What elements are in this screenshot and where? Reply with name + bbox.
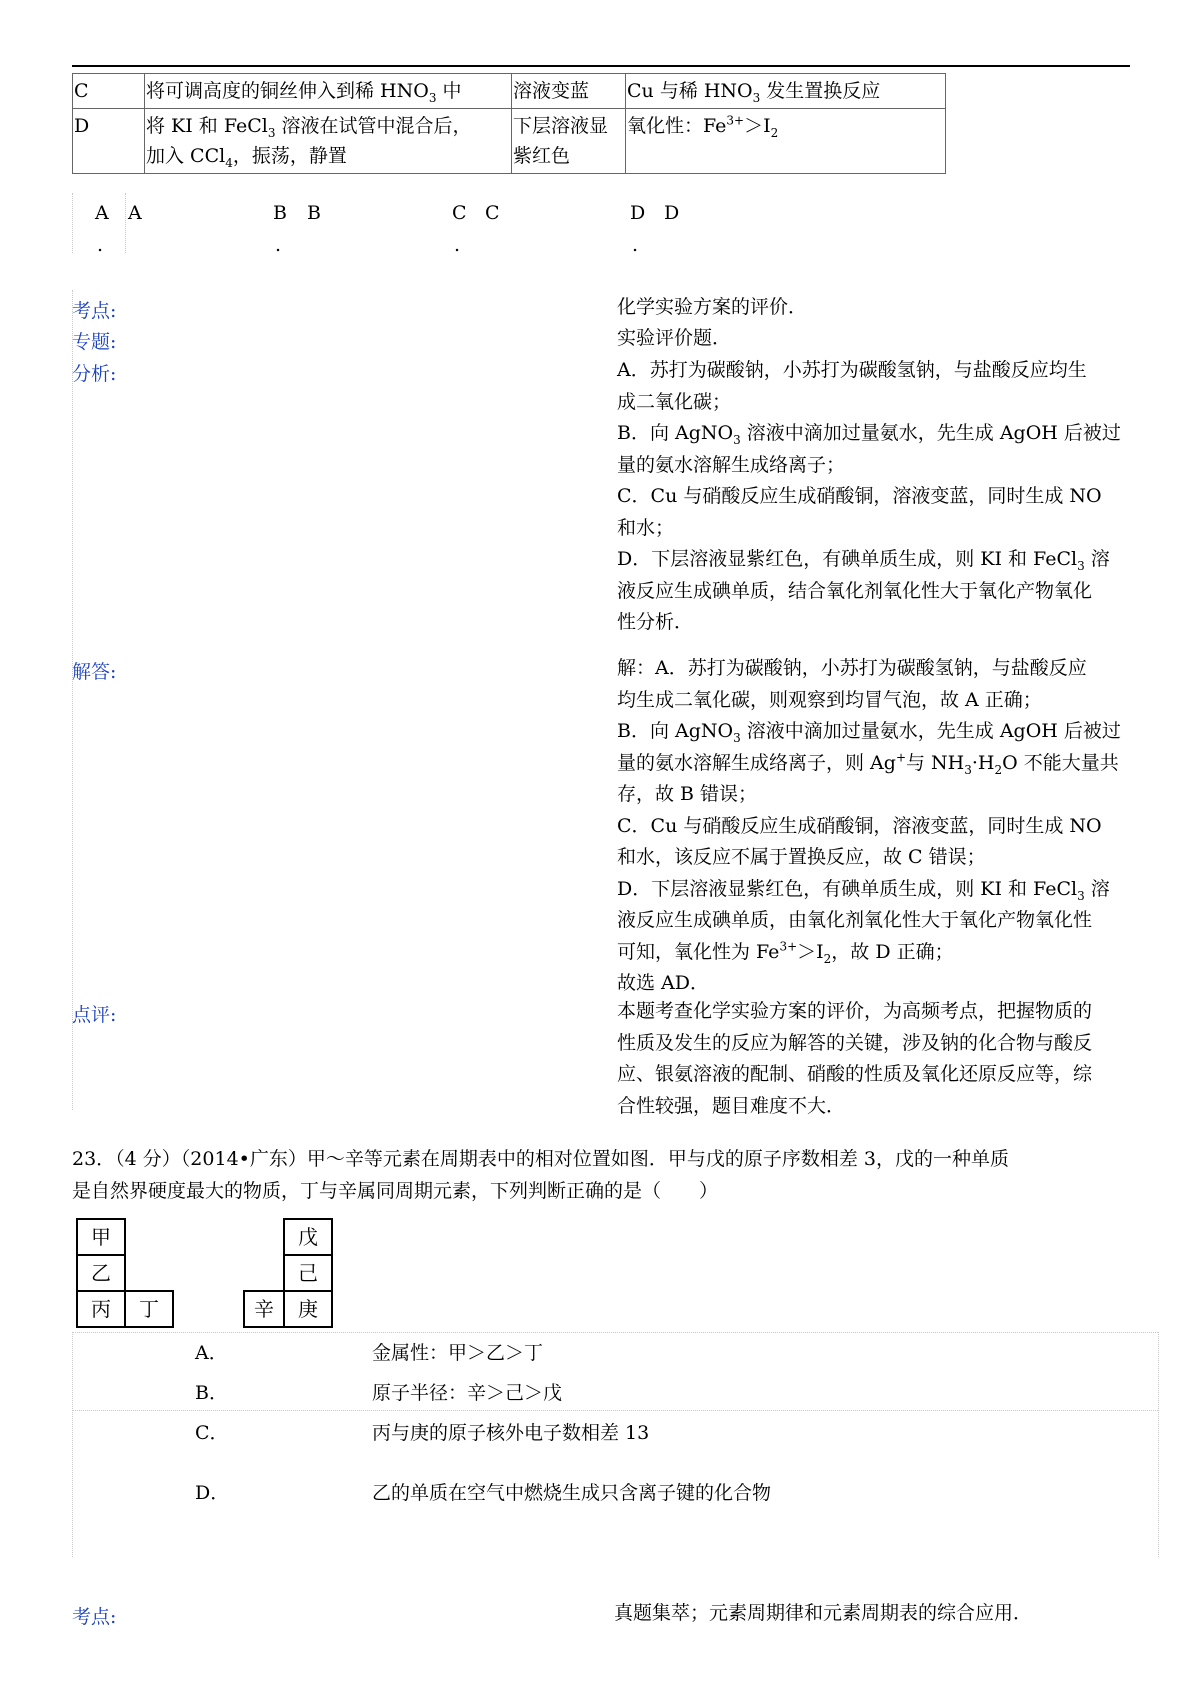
choice-c-letter[interactable]: C xyxy=(452,202,467,224)
choice-b-letter[interactable]: B xyxy=(273,202,287,224)
fenxi-text: A．苏打为碳酸钠，小苏打为碳酸氢钠，与盐酸反应均生 成二氧化碳； B．向 AgNO$_3$ 溶液中滴加过量氨水，先生成 AgOH 后被过 量的氨水溶解生成络离子； C．Cu 与硝酸反应生成硝酸铜，溶液变蓝，同时生成 NO 和水； D．下层溶液显紫红色，有碘单质生成，则 KI 和 FeCl$_3$ 溶 液反应生成碘单质，结合氧化剂氧化性大于氧化产物氧化 性分析． xyxy=(617,359,1121,633)
experiment-table xyxy=(72,73,946,174)
kaodian-label[interactable]: 考点: xyxy=(72,1606,117,1628)
cell-yi: 乙 xyxy=(76,1254,126,1292)
choice-d-text[interactable]: D xyxy=(664,202,680,224)
conclusion-cell: Cu 与稀 $HNO_3$ 发生置换反应 xyxy=(626,74,946,109)
dotted-divider xyxy=(125,193,126,253)
question-23-stem: 23．（4 分）（2014•广东）甲～辛等元素在周期表中的相对位置如图．甲与戊的原子序数相差 3，戊的一种单质 是自然界硬度最大的物质，丁与辛属同周期元素，下列判断正确的是（ ） xyxy=(72,1148,1009,1202)
option-cell: C xyxy=(73,74,145,109)
dotted-divider xyxy=(1158,1332,1159,1557)
conclusion-cell: 氧化性：$Fe^{3+}>I_2$ xyxy=(626,109,946,174)
choice-a-text[interactable]: 金属性：甲＞乙＞丁 xyxy=(372,1342,544,1364)
phenomenon-cell: 下层溶液显 紫红色 xyxy=(512,109,626,174)
table-row xyxy=(73,109,946,174)
choice-d-text[interactable]: 乙的单质在空气中燃烧生成只含离子键的化合物 xyxy=(372,1482,772,1504)
dotted-divider xyxy=(72,1332,73,1557)
choice-c-letter[interactable]: C． xyxy=(195,1422,229,1444)
phenomenon-cell: 溶液变蓝 xyxy=(512,74,626,109)
operation-cell: 将可调高度的铜丝伸入到稀 $HNO_3$ 中 xyxy=(145,74,512,109)
choice-b-letter[interactable]: B． xyxy=(195,1382,228,1404)
choice-d-dot: . xyxy=(632,234,639,256)
choice-a-letter[interactable]: A． xyxy=(195,1342,228,1364)
option-cell: D xyxy=(73,109,145,174)
kaodian-label[interactable]: 考点: xyxy=(72,300,117,322)
zhuanti-text: 实验评价题． xyxy=(617,327,732,349)
operation-cell: 将 KI 和 FeCl$_3$ 溶液在试管中混合后， 加入 CCl$_4$，振荡，静置 xyxy=(145,109,512,174)
cell-xin: 辛 xyxy=(243,1290,285,1328)
dotted-divider xyxy=(72,1410,1158,1411)
choice-b-dot: . xyxy=(275,234,282,256)
table-row xyxy=(73,74,946,109)
choice-c-dot: . xyxy=(454,234,461,256)
choice-a-text[interactable]: A xyxy=(128,202,142,224)
choice-c-text[interactable]: C xyxy=(485,202,500,224)
zhuanti-label[interactable]: 专题: xyxy=(72,331,117,353)
jieda-text: 解：A．苏打为碳酸钠，小苏打为碳酸氢钠，与盐酸反应 均生成二氧化碳，则观察到均冒气泡，故 A 正确； B．向 AgNO$_3$ 溶液中滴加过量氨水，先生成 AgOH 后被过 量的氨水溶解生成络离子，则 Ag+与 $NH_3\cdot H_2O$ 不能大量共 存，故 B 错误； C．Cu 与硝酸反应生成硝酸铜，溶液变蓝，同时生成 NO 和水，该反应不属于置换反应，故 C 错误； D．下层溶液显紫红色，有碘单质生成，则 KI 和 FeCl$_3$ 溶 液反应生成碘单质，由氧化剂氧化性大于氧化产物氧化性 可知，氧化性为 $Fe^{3+}>I_2$，故 D 正确； 故选 AD． xyxy=(617,657,1121,994)
fenxi-label[interactable]: 分析: xyxy=(72,363,117,385)
cell-wu: 戊 xyxy=(283,1218,333,1256)
choice-b-text[interactable]: B xyxy=(307,202,321,224)
choice-d-letter[interactable]: D xyxy=(630,202,646,224)
choice-c-text[interactable]: 丙与庚的原子核外电子数相差 13 xyxy=(372,1422,650,1444)
dianping-text: 本题考查化学实验方案的评价，为高频考点，把握物质的 性质及发生的反应为解答的关键，涉及钠的化合物与酸反 应、银氨溶液的配制、硝酸的性质及氧化还原反应等，综 合性较强，题目难度不大． xyxy=(617,1000,1093,1117)
cell-geng: 庚 xyxy=(283,1290,333,1328)
dotted-divider xyxy=(72,290,73,1110)
kaodian-text: 化学实验方案的评价． xyxy=(617,296,808,318)
header-rule xyxy=(72,65,1130,67)
choice-d-letter[interactable]: D． xyxy=(195,1482,230,1504)
cell-bing: 丙 xyxy=(76,1290,126,1328)
cell-ding: 丁 xyxy=(124,1290,174,1328)
cell-ji: 己 xyxy=(283,1254,333,1292)
dianping-label[interactable]: 点评: xyxy=(72,1004,117,1026)
kaodian-text: 真题集萃；元素周期律和元素周期表的综合应用． xyxy=(614,1602,1033,1624)
dotted-divider xyxy=(72,1332,1158,1333)
jieda-label[interactable]: 解答: xyxy=(72,661,117,683)
choice-b-text[interactable]: 原子半径：辛＞己＞戊 xyxy=(372,1382,563,1404)
dotted-divider xyxy=(72,193,73,253)
cell-jia: 甲 xyxy=(76,1218,126,1256)
choice-a-letter[interactable]: A xyxy=(95,202,109,224)
choice-a-dot: . xyxy=(97,234,104,256)
